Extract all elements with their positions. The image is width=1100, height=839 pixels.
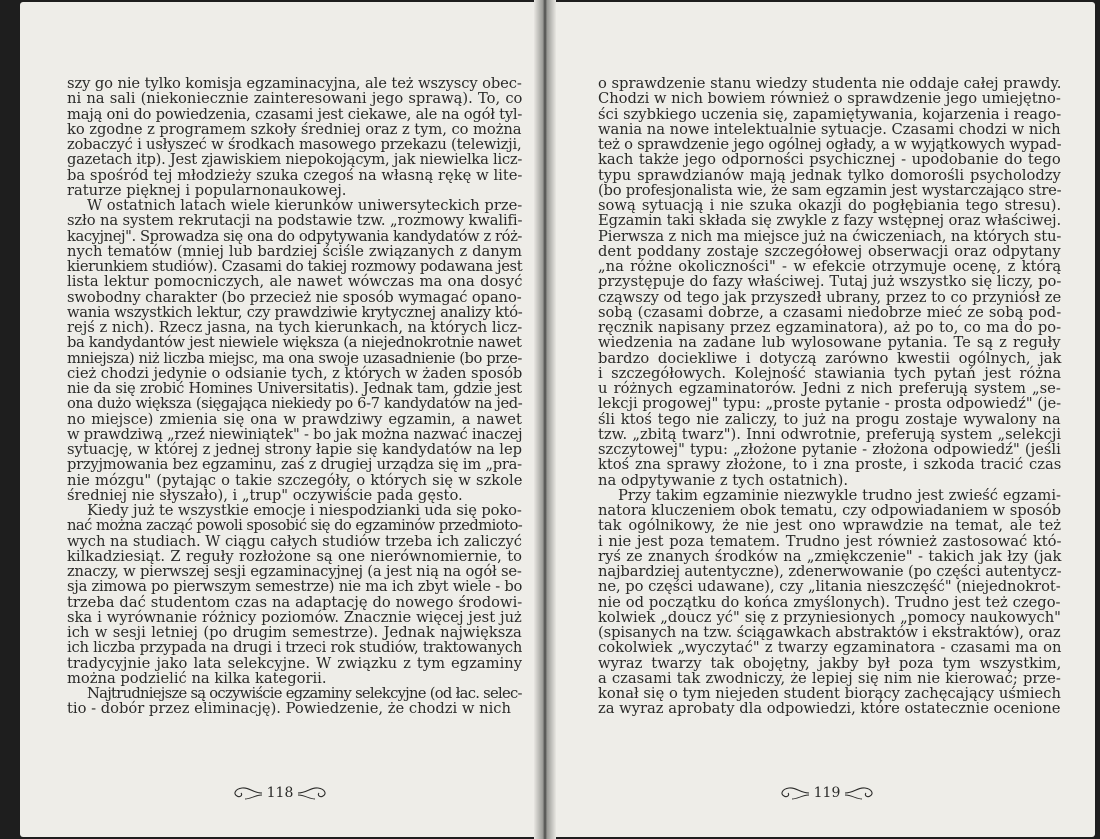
text-line: u różnych egzaminatorów. Jedni z nich preferują system „se- (598, 380, 1061, 397)
text-line: swobodny charakter (bo przecież nie sposób wymagać opano- (67, 288, 522, 306)
text-line: ona dużo większa (sięgająca niekiedy po 6-7 kandydatów na jed- (67, 395, 523, 413)
left-flourish-icon (229, 784, 263, 802)
text-line: można podzielić na kilka kategorii. (67, 669, 327, 687)
text-line: no miejsce) zmienia się ona w prawdziwy egzamin, a nawet (67, 410, 522, 428)
text-line: Chodzi w nich bowiem również o sprawdzenie jego umiejętno- (598, 90, 1061, 108)
left-page (20, 2, 540, 837)
text-line: nie od początku do końca zmyślonych). Trudno jest też czego- (598, 593, 1061, 611)
text-line: dent poddany zostaje szczegółowej obserwacji oraz odpytany (598, 242, 1061, 260)
text-line: ręcznik napisany przez egzaminatora), aż po to, co ma do po- (598, 319, 1062, 336)
text-line: sja zimowa po pierwszym semestrze) nie ma ich zbyt wiele - bo (67, 578, 523, 596)
book-gutter (534, 0, 556, 839)
text-line: raturze pięknej i popularnonaukowej. (67, 181, 347, 199)
text-line: kolwiek „doucz yć" się z przyniesionych „pomocy naukowych" (598, 608, 1061, 626)
left-flourish-icon (776, 784, 810, 802)
text-line: typu sprawdzianów mają jednak tylko domorośli psycholodzy (598, 166, 1061, 184)
text-line: (spisanych na tzw. ściągawkach abstraktów i ekstraktów), oraz (598, 624, 1061, 641)
right-flourish-icon (297, 784, 331, 802)
text-line: ści szybkiego uczenia się, zapamiętywania, kojarzenia i reago- (598, 105, 1062, 123)
text-line: trzeba dać studentom czas na adaptację do nowego środowi- (67, 593, 523, 611)
text-line: ko zgodne z programem szkoły średniej oraz z tym, co można (67, 120, 522, 138)
text-line: wyraz twarzy tak obojętny, jakby był poza tym wszystkim, (598, 654, 1062, 672)
text-line: ich liczba przypada na drugi i trzeci rok studiów, traktowanych (67, 639, 523, 657)
text-line: przystępuje do fazy właściwej. Tutaj już wszystko się liczy, po- (598, 273, 1062, 291)
text-line: kach także jego odporności psychicznej - upodobanie do tego (598, 151, 1061, 169)
text-line: nych tematów (mniej lub bardziej ściśle związanych z danym (67, 242, 522, 260)
left-page-footer (225, 780, 335, 806)
text-line: szy go nie tylko komisja egzaminacyjna, ale też wszyscy obec- (67, 75, 522, 92)
page-number-left: 118 (266, 785, 294, 801)
text-line: Egzamin taki składa się zwykle z fazy wstępnej oraz właściwej. (598, 212, 1062, 230)
right-page (550, 2, 1095, 837)
text-line: nać można zacząć powoli sposobić się do egzaminów przedmioto- (67, 517, 523, 535)
text-line: a czasami tak zwodniczy, że lepiej się nim nie kierować; prze- (598, 669, 1061, 687)
text-line: i nie jest poza tematem. Trudno jest również zastosować któ- (598, 532, 1062, 550)
text-line: kierunkiem studiów). Czasami do takiej rozmowy podawana jest (67, 258, 523, 275)
text-line: za wyraz aprobaty dla odpowiedzi, które ostatecznie ocenione (598, 700, 1061, 718)
text-line: mają oni do powiedzenia, czasami jest ciekawe, ale na ogół tyl- (67, 105, 523, 123)
text-line: ba kandydantów jest niewiele większa (a niejednokrotnie nawet (67, 334, 522, 352)
text-line: Pierwsza z nich ma miejsce już na ćwiczeniach, na których stu- (598, 227, 1062, 245)
text-line: kilkadziesiąt. Z reguły rozłożone są one nierównomiernie, to (67, 547, 522, 565)
text-line: zobaczyć i usłyszeć w środkach masowego przekazu (telewizji, (67, 136, 522, 153)
text-line: gazetach itp). Jest zjawiskiem niepokojącym, jak niewielka licz- (67, 151, 523, 169)
text-line: średniej nie słyszało), i „trup" oczywiście pada gęsto. (67, 486, 463, 504)
text-line: na odpytywanie z tych ostatnich). (598, 471, 849, 489)
text-line: tradycyjnie jako lata selekcyjne. W związku z tym egzaminy (67, 654, 523, 672)
text-line: W ostatnich latach wiele kierunków uniwersyteckich prze- (87, 197, 523, 214)
text-line: sobą (czasami dobrze, a czasami niedobrze mieć ze sobą pod- (598, 303, 1062, 321)
text-line: tzw. „zbitą twarz"). Inni odwrotnie, preferują system „selekcji (598, 425, 1062, 443)
right-flourish-icon (844, 784, 878, 802)
text-line: cież chodzi jedynie o odsianie tych, z których w żaden sposób (67, 364, 523, 382)
text-line: znaczy, w pierwszej sesji egzaminacyjnej (a jest nią na ogół se- (67, 563, 522, 580)
text-line: ryś ze znanych środków na „zmiękczenie" - takich jak łzy (jak (598, 547, 1062, 565)
text-line: „na różne okoliczności" - w efekcie otrzymuje ocenę, z którą (598, 258, 1062, 275)
text-line: w prawdziwą „rzeź niewiniątek" - bo jak można nazwać inaczej (67, 425, 523, 443)
text-line: ne, po części udawane), czy „litania nieszczęść" (niejednokrot- (598, 578, 1061, 596)
text-line: ktoś zna sprawy złożone, to i zna proste, i szkoda tracić czas (598, 456, 1062, 474)
text-line: tio - dobór przez eliminację). Powiedzenie, że chodzi w nich (67, 700, 511, 718)
text-line: cokolwiek „wyczytać" z twarzy egzaminatora - czasami ma on (598, 639, 1062, 657)
text-line: ich w sesji letniej (po drugim semestrze). Jednak największa (67, 624, 522, 641)
text-line: mniejsza) niż liczba miejsc, ma ona swoje uzasadnienie (bo prze- (67, 349, 522, 367)
text-line: nie mózgu" (pytając o takie szczegóły, o których się w szkole (67, 471, 523, 489)
text-line: wych na studiach. W ciągu całych studiów trzeba ich zaliczyć (67, 532, 522, 550)
page-number-right: 119 (813, 785, 841, 801)
text-line: też o sprawdzenie jego ogólnej ogłady, a w wyjątkowych wypad- (598, 136, 1062, 153)
text-line: wania na nowe intelektualnie sytuacje. Czasami chodzi w nich (598, 120, 1061, 138)
text-line: nie da się zrobić Homines Universitatis). Jednak tam, gdzie jest (67, 380, 522, 397)
text-line: Kiedy już te wszystkie emocje i niespodzianki uda się poko- (87, 502, 522, 519)
text-line: i szczegółowych. Kolejność stawiania tych pytań jest różna (598, 364, 1062, 382)
text-line: wania wszystkich lektur, czy prawdziwie krytycznej analizy któ- (67, 303, 523, 321)
text-line: śli ktoś tego nie zaliczy, to już na progu zostaje wywalony na (598, 410, 1061, 428)
text-line: sową sytuacją i nie szuka okazji do pogłębiania tego stresu). (598, 197, 1062, 214)
text-line: ba spośród tej młodzieży szuka czegoś na własną rękę w lite- (67, 166, 523, 184)
text-line: lista lektur pomocniczych, ale nawet wówczas ma ona dosyć (67, 273, 523, 291)
text-line: przyjmowania bez egzaminu, zaś z drugiej urządza się im „pra- (67, 456, 522, 474)
text-line: tak ogólnikowy, że nie jest ono wprawdzie na temat, ale też (598, 517, 1062, 535)
right-page-footer (772, 780, 882, 806)
text-line: cząwszy od tego jak przyszedł ubrany, przez to co przyniósł ze (598, 288, 1062, 306)
text-line: Najtrudniejsze są oczywiście egzaminy selekcyjne (od łac. selec- (87, 685, 522, 702)
text-line: Przy takim egzaminie niezwykle trudno jest zwieść egzami- (618, 486, 1062, 504)
text-line: sytuację, w której z jednej strony łapie się kandydatów na lep (67, 441, 522, 458)
text-line: szło na system rekrutacji na podstawie tzw. „rozmowy kwalifi- (67, 212, 523, 230)
text-line: najbardziej autentyczne), zdenerwowanie (po części autentycz- (598, 563, 1062, 580)
text-line: ni na sali (niekoniecznie zainteresowani jego sprawą). To, co (67, 90, 523, 108)
left-page-text (67, 76, 522, 717)
text-line: konał się o tym niejeden student biorący zachęcający uśmiech (598, 685, 1061, 702)
text-line: kacyjnej". Sprowadza się ona do odpytywania kandydatów z róż- (67, 227, 522, 245)
text-line: rejś z nich). Rzecz jasna, na tych kierunkach, na których licz- (67, 319, 523, 336)
text-line: (bo profesjonalista wie, że sam egzamin jest wystarczająco stre- (598, 181, 1062, 199)
text-line: lekcji progowej" typu: „proste pytanie - prosta odpowiedź" (je- (598, 395, 1062, 413)
text-line: wiedzenia na zadane lub wylosowane pytania. Te są z reguły (598, 334, 1061, 352)
text-line: o sprawdzenie stanu wiedzy studenta nie oddaje całej prawdy. (598, 75, 1062, 92)
text-line: ska i wyrównanie różnicy poziomów. Znacznie więcej jest już (67, 608, 522, 626)
text-line: natora kluczeniem obok tematu, czy odpowiadaniem w sposób (598, 502, 1062, 519)
text-line: szczytowej" typu: „złożone pytanie - złożona odpowiedź" (jeśli (598, 441, 1061, 458)
right-page-text (598, 76, 1061, 717)
text-line: bardzo dociekliwe i dotyczą zarówno kwestii ogólnych, jak (598, 349, 1062, 367)
